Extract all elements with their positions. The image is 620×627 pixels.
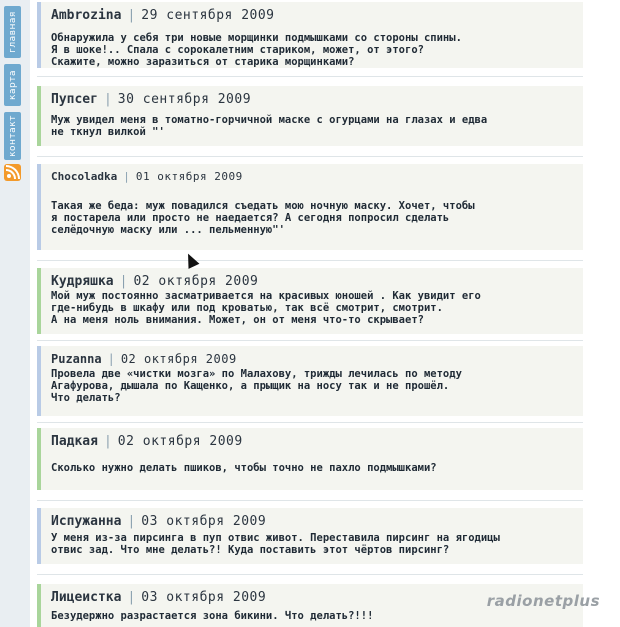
comment-date: 02 октября 2009 — [120, 352, 237, 366]
comment-date: 03 октября 2009 — [141, 590, 267, 605]
sidebar-tab-label: главная — [7, 11, 18, 53]
divider — [37, 574, 583, 575]
comment-date: 02 октября 2009 — [133, 274, 259, 289]
mouse-cursor-icon — [183, 251, 200, 269]
comment-author[interactable]: Chocoladka — [51, 170, 118, 183]
comment-author[interactable]: Лицеистка — [51, 590, 122, 605]
sidebar-tab-contact[interactable] — [4, 112, 21, 160]
comment-header: Chocoladka | 01 октября 2009 — [51, 170, 243, 183]
comment-header: Лицеистка | 03 октября 2009 — [51, 590, 267, 605]
comment-text: Такая же беда: муж повадился съедать мою ночную маску. Хочет, чтобы я постарела или просто не наедается? А сегодня попросил сделать селёдочную маску или ... пельменную"' — [51, 200, 475, 236]
comment-date: 29 сентября 2009 — [141, 8, 275, 23]
comment-author[interactable]: Пупсег — [51, 92, 98, 107]
comment-author[interactable]: Ambrozina — [51, 8, 122, 23]
divider — [37, 500, 583, 501]
sidebar-tab-map[interactable] — [4, 64, 21, 106]
divider — [37, 260, 583, 261]
divider — [37, 76, 583, 77]
comment-date: 02 октября 2009 — [117, 434, 243, 449]
comment-date: 03 октября 2009 — [141, 514, 267, 529]
comment-text: Обнаружила у себя три новые морщинки подмышками со стороны спины. Я в шоке!.. Спала с сорокалетним стариком, может, от этого? Скажите, можно заразиться от старика морщинками? — [51, 32, 462, 68]
comment-date: 01 октября 2009 — [135, 170, 243, 183]
comment-text: Муж увидел меня в томатно-горчичной маске с огурцами на глазах и едва не ткнул вилкой "' — [51, 114, 488, 138]
comment-header: Puzanna | 02 октября 2009 — [51, 352, 237, 366]
sidebar-tab-label: карта — [7, 70, 18, 100]
comment-text: Мой муж постоянно засматривается на красивых юношей . Как увидит его где-нибудь в шкафу или под кроватью, так всё смотрит, смотрит. А на меня ноль внимания. Может, он от меня что-то скрывает? — [51, 290, 481, 326]
comment-author[interactable]: Puzanna — [51, 352, 102, 366]
comment-date: 30 сентября 2009 — [117, 92, 252, 107]
comment-post — [37, 346, 583, 416]
comment-header: Кудряшка | 02 октября 2009 — [51, 274, 259, 289]
comment-header: Испужанна | 03 октября 2009 — [51, 514, 267, 529]
comment-post — [37, 2, 583, 68]
comment-header: Падкая | 02 октября 2009 — [51, 434, 243, 449]
comment-author[interactable]: Падкая — [51, 434, 98, 449]
watermark: radionetplus — [486, 592, 600, 610]
sidebar — [0, 0, 30, 627]
sidebar-tab-label: контакт — [7, 115, 18, 157]
comment-text: У меня из-за пирсинга в пуп отвис живот. Переставила пирсинг на ягодицы отвис зад. Что мне делать?! Куда поставить этот чёртов пирсинг? — [51, 532, 500, 556]
comment-text: Провела две «чистки мозга» по Малахову, трижды лечилась по методу Агафурова, дышала по Кащенко, а прыщик на носу так и не прошёл. Что делать? — [51, 368, 462, 404]
divider — [37, 156, 583, 157]
comment-header: Пупсег | 30 сентября 2009 — [51, 92, 252, 107]
comment-post — [37, 508, 583, 564]
comment-header: Ambrozina | 29 сентября 2009 — [51, 8, 275, 23]
divider — [37, 340, 583, 341]
comment-post — [37, 86, 583, 146]
comment-author[interactable]: Испужанна — [51, 514, 122, 529]
comment-post — [37, 428, 583, 490]
comment-author[interactable]: Кудряшка — [51, 274, 114, 289]
comment-text: Сколько нужно делать пшиков, чтобы точно не пахло подмышками? — [51, 462, 437, 474]
divider — [37, 422, 583, 423]
comment-post — [37, 164, 583, 250]
rss-icon[interactable] — [4, 164, 21, 181]
comment-post — [37, 268, 583, 334]
comment-text: Безудержно разрастается зона бикини. Что делать?!!! — [51, 610, 374, 622]
sidebar-tab-home[interactable] — [4, 6, 21, 58]
